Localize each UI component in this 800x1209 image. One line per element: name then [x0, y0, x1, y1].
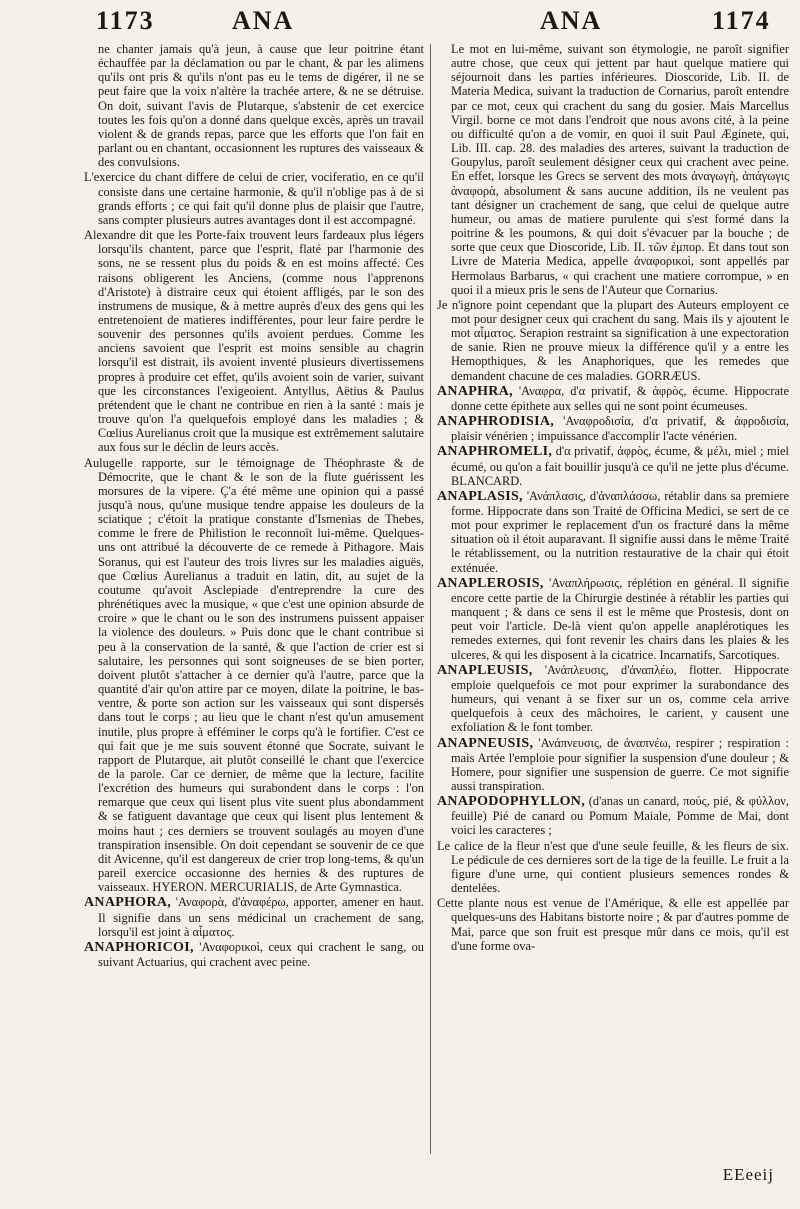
- entry-text: 'Ανάπνευσις, de ἀναπνέω, respirer ; respiration : mais Artée l'emploie pour signifier la suspension d'une douleur ; & Homere, pour signifier une suspension de guerre. Ce mot signifie aussi transpiration.: [451, 735, 789, 793]
- signature-mark: EEeeij: [722, 1165, 774, 1184]
- left-running-title: ANA: [232, 6, 295, 35]
- dictionary-entry: [84, 940, 424, 969]
- paragraph: Cette plante nous est venue de l'Amérique, & elle est appellée par quelques-uns des Habitans bistorte noire ; & par d'autres pomme de Mai, parce que son fruit est presque mûr dans ce mois, qu'il est d'une forme ova-: [437, 896, 789, 953]
- entry-headword: ANAPLEUSIS,: [437, 662, 533, 678]
- dictionary-entry: [437, 414, 789, 443]
- page-header: [0, 0, 800, 44]
- entry-headword: ANAPHROMELI,: [437, 444, 553, 460]
- dictionary-entry: [437, 489, 789, 575]
- dictionary-entry: [437, 576, 789, 662]
- column-divider: [430, 44, 431, 1154]
- paragraph: Aulugelle rapporte, sur le témoignage de Théophraste & de Démocrite, que le chant & le son de la flute guérissent les morsures de la vipere. Ç'a été même une opinion qui a passé jusqu'à nous, qu'une musique tendre appaise les douleurs de la sciatique ; c'étoit la pratique constante d'Ismenias de Thebes, comme le frere de Philistion le reconnoît lui-même. Quelques-uns ont attribué la découverte de ce remede à Pithagore. Mais Soranus, qui est l'auteur des trois livres sur les maladies aiguës, que Cœlius Aurelianus a traduit en latin, dit, au sujet de la coutume qu'avoit Asclepiade d'entreprendre la cure des phrénétiques avec la musique, « que c'est une opinion absurde de croire » que le chant ou le son des instrumens puissent appaiser la violence des douleurs. » Puis donc que le chant contribue si peu à la conservation de la santé, & que l'action de crier est si salutaire, les personnes qui sont soigneuses de se bien porter, doivent plutôt s'attacher à ce dernier qu'à l'autre, parce que la quantité d'air qu'on attire par ce moyen, dilate la poitrine, le bas-ventre, & porte son action sur les vaisseaux qui sont dispersés dans tout le corps ; au lieu que le chant n'est qu'un amusement inutile, plus propre à efféminer le corps qu'à le fortifier. C'est ce qui fait que je me suis souvent étonné que Socrate, suivant le rapport de Plutarque, ait plutôt conseillé le chant que l'exercice de la parole. Car ce dernier, de même que la lecture, facilite l'excrétion des humeurs qui surabondent dans le corps : l'on remarque que ceux qui lisent plus vite suent plus abondamment & se fatiguent davantage que ceux qui lisent plus lentement & moins haut ; ces derniers se trouvent soulagés au moyen d'une transpiration insensible. On doit cependant se souvenir de ce que dit Avicenne, qu'il est dangereux de crier trop long-tems, & qu'un pareil exercice occasionne des hernies & des ruptures de vaisseaux. HYERON. MERCURIALIS, de Arte Gymnastica.: [84, 455, 424, 895]
- paragraph: L'exercice du chant differe de celui de crier, vociferatio, en ce qu'il consiste dans une certaine harmonie, & qu'il n'oblige pas à de si grands efforts ; ce qui fait qu'il donne plus de plaisir que l'autre, sans compter plusieurs autres avantages dont il est accompagné.: [84, 170, 424, 227]
- dictionary-entry: [437, 663, 789, 735]
- left-page-number: 1173: [96, 6, 155, 35]
- entry-headword: ANAPHORA,: [84, 895, 172, 911]
- entry-text: 'Ανάπλευσις, d'ἀναπλέω, flotter. Hippocrate emploie quelquefois ce mot pour exprimer la surabondance des humeurs, qui venant à se fixer sur un os, comme cela arrive quelquefois à ceux des mâchoires, le carient, y causent une exfoliation & le font tomber.: [451, 662, 789, 735]
- entry-headword: ANAPHRODISIA,: [437, 414, 555, 430]
- entry-text: 'Αναφρα, d'α privatif, & ἀφρὸς, écume. Hippocrate donne cette épithete aux selles qui ne sont point écumeuses.: [451, 383, 789, 413]
- dictionary-entry: [437, 736, 789, 794]
- continued-paragraph: Le mot en lui-même, suivant son étymologie, ne paroît signifier autre chose, que ceux qui jettent par haut quelque matiere qui séjournoit dans les parties inférieures. Dioscoride, Lib. II. de Materia Medica, suivant la traduction de Cornarius, paroît entendre par ce mot, ceux qui crachent du sang du gosier. Mais Marcellus Virgil. borne ce mot dans l'endroit que nous avons cité, à la peine ou difficulté qu'on a de vomir, en quoi il suit Paul Æginete, qui, Lib. III. cap. 28. des maladies des arteres, suivant la traduction de Goupylus, paroît seulement désigner ceux qui crachent avec peine. En effet, lorsque les Grecs se servent des mots ἀναγωγὴ, ἀπάγωγις ἀναφορὰ, absolument & sans aucune addition, ils ne veulent pas tant désigner un crachement de sang, que celui de quelque autre humeur, ou amas de matiere purulente qui s'est formé dans la poitrine & les poumons, & qui doit s'évacuer par la bouche ; de sorte que ceux que Dioscoride, Lib. II. τῶν ἐμπορ. Et dans tout son Livre de Materia Medica, appelle ἀναφορικοὶ, sont appellés par Hermolaus Barbarus, « qui crachent une matiere corrompue, » en quoi il a mieux pris le sens de l'Auteur que Cornarius.: [451, 42, 789, 297]
- right-page-number: 1174: [712, 6, 771, 35]
- entry-headword: ANAPODOPHYLLON,: [437, 794, 585, 810]
- right-running-title: ANA: [540, 6, 603, 35]
- paragraph: Alexandre dit que les Porte-faix trouvent leurs fardeaux plus légers lorsqu'ils chantent, parce que l'esprit, flaté par l'harmonie des sons, ne se ressent plus du poids & en est moins affecté. Ces raisons obligerent les Anciens, (comme nous l'apprenons d'Aristote) à distraire ceux qui étoient affligés, par le son des instrumens de musique, & à mettre auprès d'eux des gens qui les entretenoient de matieres indifférentes, pour leur faire perdre le souvenir des personnes qu'ils avoient perdues. Comme les anciens savoient que l'esprit est moins sensible au chagrin lorsqu'il est distrait, ils avoient inventé plusieurs divertissemens propres à produire cet effet, qu'ils avoient soin de varier, suivant que les circonstances l'exigeoient. Antyllus, Aëtius & Paulus prétendent que le chant ne contribue en rien à la santé : mais je trouve qu'on l'a quelquefois employé dans les maladies ; & Cœlius Aurelianus croit que la musique est extrêmement salutaire aux fous sur le déclin de leurs accès.: [84, 228, 424, 455]
- entry-text: (d'anas un canard, πούς, pié, & φύλλον, feuille) Pié de canard ou Pomum Maiale, Pomme de Mai, dont voici les caracteres ;: [451, 794, 789, 838]
- dictionary-entry: [437, 794, 789, 837]
- left-column: [84, 42, 424, 1160]
- paragraph: Le calice de la fleur n'est que d'une seule feuille, & les fleurs de six. Le pédicule de ces dernieres sort de la tige de la feuille. Le fruit a la figure d'une urne, qui contient plusieurs semences rondes & dentelées.: [437, 838, 789, 896]
- entry-text: 'Ανάπλασις, d'ἀναπλάσσω, rétablir dans sa premiere forme. Hippocrate dans son Traité de Officina Medici, se sert de ce mot pour exprimer le replacement d'un os fracturé dans la même situation où il étoit auparavant. Il signifie aussi dans le même Traité le rétablissement, ou la nutrition restaurative de la chair qui étoit exténuée.: [451, 488, 789, 575]
- entry-headword: ANAPLEROSIS,: [437, 575, 544, 591]
- entry-text: 'Αναπλήρωσις, réplétion en général. Il signifie encore cette partie de la Chirurgie destinée à rétablir les parties qui manquent ; & dans ce sens il est le même que Prostesis, dont on peut voir l'article. De-là vient qu'on appelle anaplérotiques les remedes externes, qui font revenir les chairs dans les plaies & les ulceres, & qui les disposent à la cicatrice. Incarnatifs, Sarcotiques.: [451, 575, 789, 662]
- entry-headword: ANAPNEUSIS,: [437, 735, 534, 751]
- entry-text: d'α privatif, ἀφρὸς, écume, & μέλι, miel ; miel écumé, ou qu'on a fait bouillir jusqu'à ce qu'il ne jette plus d'écume. BLANCARD.: [451, 444, 789, 488]
- entry-headword: ANAPHORICOI,: [84, 939, 194, 955]
- entry-text: 'Αναφροδισία, d'α privatif, & ἀφροδισία, plaisir vénérien ; impuissance d'accomplir l'acte vénérien.: [451, 414, 789, 444]
- dictionary-entry: [437, 444, 789, 487]
- dictionary-entry: [437, 384, 789, 413]
- entry-headword: ANAPHRA,: [437, 383, 513, 399]
- dictionary-entry: [84, 895, 424, 938]
- entry-headword: ANAPLASIS,: [437, 488, 523, 504]
- entry-text: 'Αναφορικοὶ, ceux qui crachent le sang, ou suivant Actuarius, qui crachent avec peine.: [98, 939, 424, 969]
- right-column: [437, 42, 789, 1160]
- entry-text: 'Αναφορὰ, d'ἀναφέρω, apporter, amener en haut. Il signifie dans un sens médicinal un crachement de sang, lorsqu'il est joint à αἷματος.: [98, 895, 424, 939]
- paragraph: Je n'ignore point cependant que la plupart des Auteurs employent ce mot pour designer ceux qui crachent du sang. Mais ils y ajoutent le mot αἷματος. Serapion restraint sa signification à une expectoration de sanie. Rien ne prouve mieux la différence qu'il y a entre les Hemopthiques, & les Anaphoriques, que les remedes que demandent chacune de ces maladies. GORRÆUS.: [437, 297, 789, 383]
- continued-paragraph: ne chanter jamais qu'à jeun, à cause que leur poitrine étant échauffée par la déclamation ou par le chant, & par les alimens qu'ils ont pris & qu'ils n'ont pas eu le tems de digérer, il ne se peut faire que la voix n'altère la trachée artere, & ne se détruise. On doit, suivant l'avis de Plutarque, s'abstenir de cet exercice toutes les fois qu'on a donné dans quelque excès, après un travail violent & de grands repas, parce que les efforts que l'on fait en parlant ou en chantant, occasionnent les ruptures des vaisseaux & des convulsions.: [98, 42, 424, 170]
